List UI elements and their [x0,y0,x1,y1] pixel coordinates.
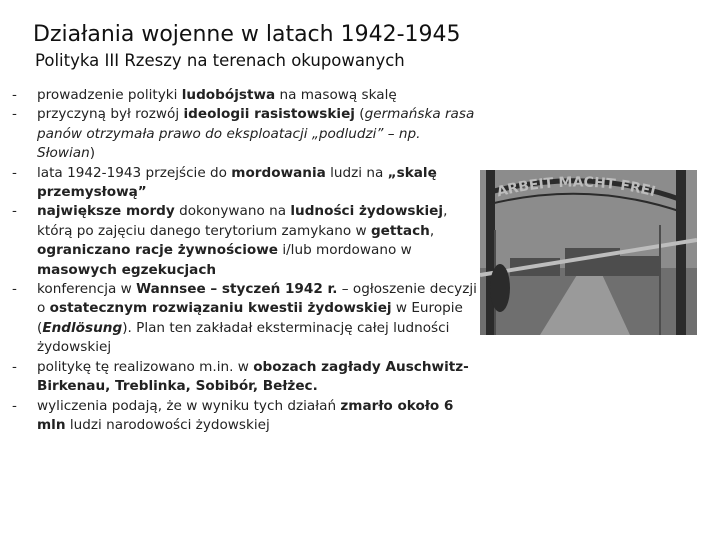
bullet-text [37,398,453,433]
bullet-text-run: ograniczano racje żywnościowe [37,242,278,259]
bullet-dash: - [12,164,17,181]
bullet-text-run: „skalę przemysłową” [37,164,437,201]
bullet-text-run: Wannsee – styczeń 1942 r. [136,281,338,298]
bullet-text-run: konferencja w [37,281,137,298]
bullet-text-run: , którą po zajęciu danego terytorium zamykano w [37,203,448,239]
bullet-text-run: ). Plan ten zakładał eksterminację całej ludności żydowskiej [37,319,450,356]
bullet-text-run: i/lub mordowano w [278,242,412,259]
bullet-text-run: zmarło około 6 mln [37,397,454,433]
bullet-text-run: lata 1942-1943 przejście do [37,164,232,181]
bullet-item [12,164,482,203]
gate-post-right [676,170,686,335]
bullet-list [12,86,482,435]
bullet-text-run: dokonywano na [174,203,291,220]
bullet-text-run: masowych egzekucjach [37,261,217,278]
bullet-item [12,397,482,436]
bullet-text-run: ostatecznym rozwiązaniu kwestii żydowskiej [49,300,392,317]
bullet-item [12,105,482,163]
bullet-text-run: mordowania [231,164,326,181]
bullet-dash: - [12,106,17,123]
bullet-text-run: ludobójstwa [181,87,276,103]
auschwitz-gate-photo [480,170,697,335]
slide-subtitle: Polityka III Rzeszy na terenach okupowanych [35,51,405,70]
bullet-item [12,86,482,105]
bullet-text [37,203,447,277]
bullet-text-run: politykę tę realizowano m.in. w [37,358,254,375]
bullet-item [12,358,482,397]
bullet-text [37,281,477,355]
bullet-text-run: germańska rasa panów otrzymała prawo do eksploatacji „podludzi” – np. Słowian [37,106,475,162]
bullet-item [12,280,482,358]
photo-building [620,256,660,276]
bullet-text-run: ideologii rasistowskiej [183,106,355,123]
bullet-text-run: gettach [370,222,430,239]
bullet-text-run: wyliczenia podają, że w wyniku tych działań [37,397,341,414]
bullet-text-run: ludzi narodowości żydowskiej [65,416,270,433]
bullet-item [12,202,482,280]
bullet-text [37,165,437,200]
bullet-text-run: obozach zagłady Auschwitz-Birkenau, Treblinka, Sobibór, Bełżec. [37,358,469,395]
bullet-text-run: na masową skalę [275,87,397,103]
bullet-text-run: ( [354,106,365,123]
bullet-text-run: przyczyną był rozwój [37,106,184,123]
slide-title: Działania wojenne w latach 1942-1945 [33,22,461,47]
bullet-dash: - [12,203,17,220]
bullet-text-run: w Europie ( [37,300,463,336]
bullet-text-run: ) [89,145,96,162]
bullet-text-run: – ogłoszenie decyzji o [37,281,477,317]
bullet-text-run: ludzi na [325,164,388,181]
bullet-text [37,106,474,161]
gate-sign-text: ARBEIT MACHT FREI [495,174,658,201]
bullet-dash: - [12,358,17,375]
bullet-text-run: , [429,222,435,239]
bullet-text-run: największe mordy [37,203,175,220]
bullet-text-run: ludności żydowskiej [290,203,444,220]
bullet-text [37,359,469,394]
gate-post-left [486,170,495,335]
gate-photo-illustration [480,170,697,335]
bullet-text-run: prowadzenie polityki [37,87,182,103]
bullet-dash: - [12,87,17,103]
bullet-dash: - [12,281,17,298]
bullet-text-run: Endlösung [42,319,123,336]
bullet-text [37,87,397,103]
bullet-dash: - [12,397,17,414]
photo-figure [490,264,510,312]
